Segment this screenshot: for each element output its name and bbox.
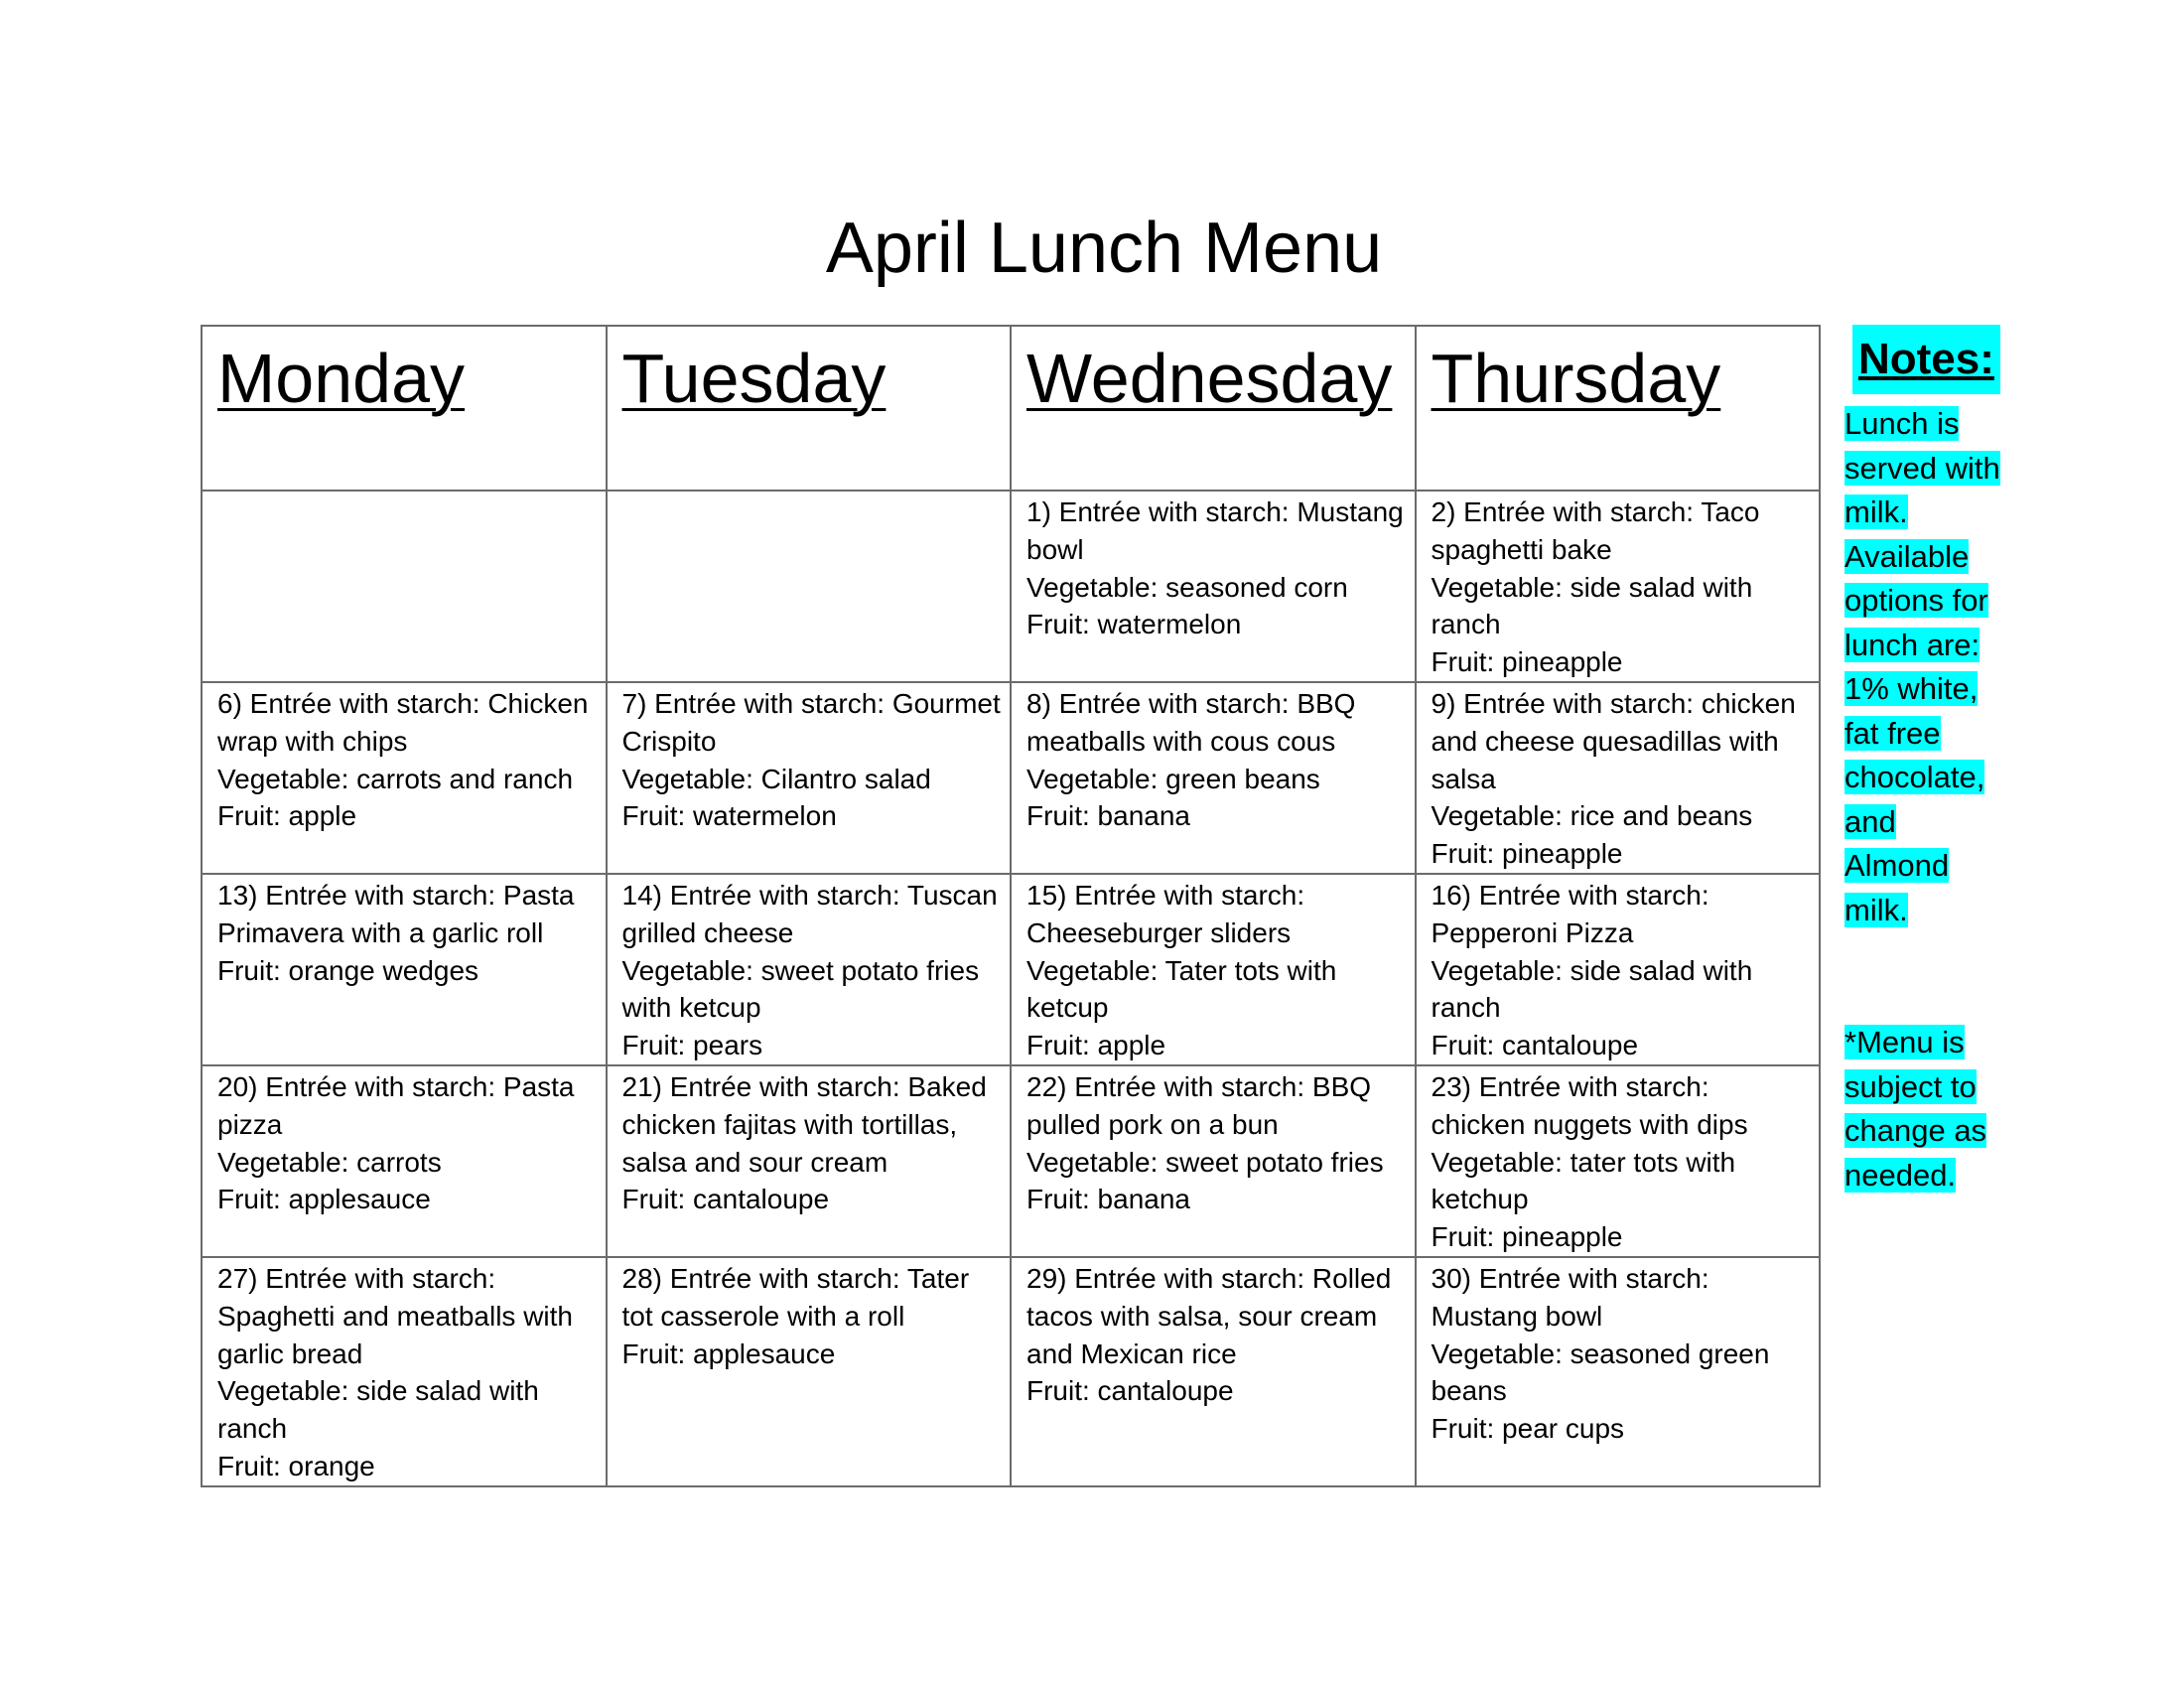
menu-item-line: Vegetable: green beans — [1026, 763, 1320, 794]
menu-item-line: 23) Entrée with starch: chicken nuggets with dips — [1431, 1070, 1748, 1140]
menu-item-line: Fruit: banana — [1026, 1184, 1190, 1215]
menu-item-line: Fruit: orange — [217, 1450, 375, 1481]
note-line: options for — [1844, 583, 1988, 618]
menu-item-line: Vegetable: side salad with ranch — [217, 1375, 539, 1445]
menu-item-line: Fruit: cantaloupe — [621, 1184, 830, 1215]
menu-item-line: Vegetable: sweet potato fries with ketcup — [621, 954, 980, 1024]
menu-disclaimer-note — [1844, 1021, 2013, 1197]
menu-item-line: Fruit: apple — [217, 800, 357, 832]
note-line: subject to — [1844, 1068, 1977, 1104]
note-line: Available — [1844, 538, 1970, 574]
day-cell — [202, 874, 607, 1065]
menu-item-line: Vegetable: Tater tots with ketcup — [1026, 954, 1337, 1024]
note-line: milk. — [1844, 892, 1908, 927]
menu-item-line: Fruit: applesauce — [217, 1184, 431, 1215]
menu-item-line: Vegetable: tater tots with ketchup — [1431, 1146, 1736, 1215]
day-cell — [1011, 874, 1416, 1065]
menu-item-line: 9) Entrée with starch: chicken and cheese quesadillas with salsa — [1431, 687, 1796, 794]
week-row — [202, 682, 1820, 874]
menu-item-line: Vegetable: rice and beans — [1431, 800, 1753, 832]
menu-item-line: 29) Entrée with starch: Rolled tacos with salsa, sour cream and Mexican rice — [1026, 1262, 1392, 1369]
menu-item-line: Fruit: banana — [1026, 800, 1190, 832]
note-line: served with — [1844, 450, 2000, 486]
day-cell — [1416, 491, 1821, 682]
header-cell-tuesday — [607, 326, 1012, 491]
menu-item-line: Vegetable: carrots and ranch — [217, 763, 574, 794]
menu-item-line: 22) Entrée with starch: BBQ pulled pork on a bun — [1026, 1070, 1372, 1140]
menu-item-line: Vegetable: carrots — [217, 1146, 442, 1178]
day-name-monday: Monday — [217, 340, 466, 417]
lunch-menu-table — [201, 325, 1821, 1487]
week-row — [202, 874, 1820, 1065]
menu-item-line: 30) Entrée with starch: Mustang bowl — [1431, 1262, 1709, 1332]
day-cell — [1011, 1065, 1416, 1257]
milk-options-note — [1844, 402, 2013, 932]
day-cell — [607, 1257, 1012, 1486]
menu-item-line: Vegetable: seasoned corn — [1026, 571, 1348, 603]
menu-item-line: Fruit: watermelon — [621, 800, 837, 832]
menu-item-line: Fruit: watermelon — [1026, 609, 1242, 640]
menu-item-line: 2) Entrée with starch: Taco spaghetti bake — [1431, 496, 1760, 565]
menu-item-line: Fruit: orange wedges — [217, 954, 479, 986]
menu-item-line: Vegetable: side salad with ranch — [1431, 954, 1753, 1024]
menu-item-line: 14) Entrée with starch: Tuscan grilled cheese — [621, 879, 998, 948]
day-cell — [1416, 874, 1821, 1065]
page-title: April Lunch Menu — [825, 209, 1383, 288]
note-line: milk. — [1844, 494, 1908, 529]
note-line: Lunch is — [1844, 406, 1960, 441]
menu-item-line: 20) Entrée with starch: Pasta pizza — [217, 1070, 575, 1140]
day-cell — [1011, 491, 1416, 682]
day-cell — [202, 491, 607, 682]
menu-item-line: Fruit: apple — [1026, 1030, 1166, 1061]
note-line: Almond — [1844, 848, 1950, 883]
menu-item-line: 6) Entrée with starch: Chicken wrap with chips — [217, 687, 589, 757]
day-name-tuesday: Tuesday — [621, 340, 887, 417]
menu-item-line: Fruit: pineapple — [1431, 1221, 1623, 1253]
day-cell — [607, 874, 1012, 1065]
menu-item-line: Vegetable: sweet potato fries — [1026, 1146, 1384, 1178]
menu-item-line: Fruit: cantaloupe — [1431, 1030, 1639, 1061]
menu-item-line: Vegetable: seasoned green beans — [1431, 1337, 1770, 1407]
menu-item-line: 27) Entrée with starch: Spaghetti and meatballs with garlic bread — [217, 1262, 573, 1369]
day-name-thursday: Thursday — [1431, 340, 1721, 417]
note-line: change as — [1844, 1113, 1987, 1148]
day-cell — [202, 1257, 607, 1486]
note-line: and — [1844, 803, 1896, 839]
menu-item-line: 7) Entrée with starch: Gourmet Crispito — [621, 687, 1001, 757]
note-line: fat free — [1844, 715, 1941, 751]
menu-item-line: 21) Entrée with starch: Baked chicken fajitas with tortillas, salsa and sour cream — [621, 1070, 987, 1178]
menu-item-line: Vegetable: side salad with ranch — [1431, 571, 1753, 640]
note-line: needed. — [1844, 1157, 1957, 1193]
day-cell — [1011, 682, 1416, 874]
note-line: 1% white, — [1844, 671, 1979, 706]
day-cell — [1416, 1065, 1821, 1257]
menu-item-line: Fruit: pears — [621, 1030, 763, 1061]
header-cell-wednesday — [1011, 326, 1416, 491]
menu-item-line: Fruit: cantaloupe — [1026, 1375, 1234, 1407]
menu-item-line: Vegetable: Cilantro salad — [621, 763, 931, 794]
menu-item-line: Fruit: pineapple — [1431, 838, 1623, 870]
day-name-wednesday: Wednesday — [1026, 340, 1393, 417]
day-cell — [1011, 1257, 1416, 1486]
note-line: chocolate, — [1844, 760, 1985, 794]
menu-item-line: Fruit: pear cups — [1431, 1413, 1625, 1445]
week-row — [202, 1065, 1820, 1257]
day-cell — [1416, 1257, 1821, 1486]
header-cell-monday — [202, 326, 607, 491]
day-cell — [607, 491, 1012, 682]
note-line: *Menu is — [1844, 1025, 1965, 1059]
week-row — [202, 491, 1820, 682]
menu-item-line: Fruit: pineapple — [1431, 646, 1623, 678]
header-cell-thursday — [1416, 326, 1821, 491]
menu-item-line: 8) Entrée with starch: BBQ meatballs with cous cous — [1026, 687, 1356, 757]
menu-item-line: 28) Entrée with starch: Tater tot casserole with a roll — [621, 1262, 970, 1332]
note-line: lunch are: — [1844, 627, 1980, 662]
day-cell — [607, 682, 1012, 874]
menu-item-line: 1) Entrée with starch: Mustang bowl — [1026, 496, 1404, 565]
day-cell — [202, 682, 607, 874]
menu-item-line: 13) Entrée with starch: Pasta Primavera with a garlic roll — [217, 879, 575, 948]
week-row — [202, 1257, 1820, 1486]
day-cell — [202, 1065, 607, 1257]
notes-panel — [1844, 325, 2013, 1197]
menu-item-line: 16) Entrée with starch: Pepperoni Pizza — [1431, 879, 1709, 948]
menu-item-line: Fruit: applesauce — [621, 1337, 836, 1369]
notes-heading: Notes: — [1852, 325, 2000, 394]
day-cell — [1416, 682, 1821, 874]
day-cell — [607, 1065, 1012, 1257]
menu-item-line: 15) Entrée with starch: Cheeseburger sliders — [1026, 879, 1305, 948]
day-header-row — [202, 326, 1820, 491]
